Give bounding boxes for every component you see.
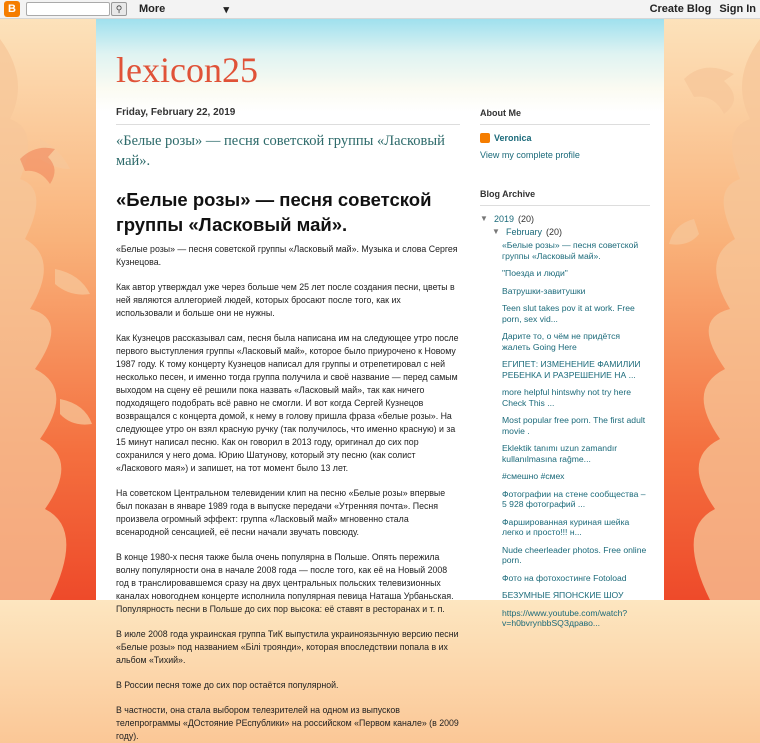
blogger-navbar [0,0,760,19]
archive-post-link[interactable]: #смешно #смех [502,471,565,481]
blogger-icon [480,133,490,143]
blog-archive-heading: Blog Archive [480,182,650,206]
post-date: Friday, February 22, 2019 [116,101,460,125]
expand-triangle-icon[interactable]: ▼ [492,227,500,236]
create-blog-link[interactable]: Create Blog [649,3,712,15]
archive-month-count: (20) [546,226,563,237]
archive-post-link[interactable]: "Поезда и люди" [502,268,568,278]
archive-post-link[interactable]: Eklektik tanımı uzun zamandır kullanılmasına rağme... [502,443,618,464]
post-paragraph: Как Кузнецов рассказывал сам, песня была написана им на следующее утро после первого выступления группы «Ласковый май», которое было приурочено к Новому 1987 году. К тому концерту Кузнецов написал для группы и отрепетировал с ней несколько песен, и именно тогда группа получила и своё название — перед самым выходом на сцену её решили пока назвать «Ласковый май», так как ничего подходящего подобрать всё равно не смогли. И вот когда Сергей Кузнецов возвращался с концерта домой, к нему в голову пришла фраза «белые розы». На следующее утро он взял красную ручку (так получилось, что именно красную) и за 15 минут написал песню. Как он говорил в 2013 году, оригинал до сих пор сохранился у него дома. Юрию Шатунову, который эту песню (как солист «Ласкового мая») и запишет, на тот момент было 13 лет. [116,333,459,473]
post-title-link[interactable]: «Белые розы» — песня советской группы «Ласковый май». [116,133,445,169]
post-paragraph: В России песня тоже до сих пор остаётся популярной. [116,680,339,690]
post-paragraph: В июле 2008 года украинская группа ТиК выпустила украиноязычную версию песни «Белые розы» под названием «Білі троянди», которая впоследствии попала в их альбом «Тихий». [116,629,459,665]
search-icon[interactable]: ⚲ [111,2,127,16]
right-foliage-decoration [664,19,760,600]
post-heading: «Белые розы» — песня советской группы «Ласковый май». [116,189,432,235]
chevron-down-icon: ▾ [223,3,229,16]
archive-post-link[interactable]: https://www.youtube.com/watch?v=h0bvrynbbSQЗдраво... [502,607,628,628]
archive-post-link[interactable]: Ватрушки-завитушки [502,285,586,296]
profile-name[interactable]: Veronica [494,133,532,143]
archive-post-link[interactable]: Фаршированная куриная шейка легко и просто!!! н... [502,516,630,537]
blog-header [96,19,664,101]
post-paragraph: В конце 1980-х песня также была очень популярна в Польше. Опять пережила волну популярности она в начале 2008 года — после того, как её на Новый 2008 год в транслировавшемся сразу на двух центральных польских телевизионных каналах новогоднем концерте исполнила популярная певица Наташа Урбаньская. Популярность песни в Польше до сих пор высока: её ставят в ресторанах и т. п. [116,552,454,614]
sidebar [480,101,650,636]
sign-in-link[interactable]: Sign In [719,3,756,15]
archive-post-link[interactable]: «Белые розы» — песня советской группы «Ласковый май». [502,240,639,261]
search-input[interactable] [26,2,110,16]
blog-container [96,19,664,741]
archive-month[interactable] [492,225,650,238]
post-paragraph: На советском Центральном телевидении клип на песню «Белые розы» впервые был показан в январе 1989 года в выпуске передачи «Утренняя почта». Песня произвела огромный эффект: группа «Ласковый май» мгновенно стала всенародной сенсацией, её песни начали звучать повсюду. [116,488,446,537]
post-paragraph: «Белые розы» — песня советской группы «Ласковый май». Музыка и слова Сергея Кузнецова. [116,244,458,267]
blogger-logo[interactable]: B [4,1,20,17]
archive-post-link[interactable]: Nude cheerleader photos. Free online porn. [502,544,647,565]
blog-title[interactable]: lexicon25 [116,50,258,90]
archive-post-link[interactable]: Фотографии на стене сообщества – 5 928 фотографий ... [502,488,646,509]
profile[interactable] [480,133,650,143]
archive-post-link[interactable]: ЕГИПЕТ: ИЗМЕНЕНИЕ ФАМИЛИИ РЕБЕНКА И РАЗРЕШЕНИЕ НА ... [502,359,641,380]
post-paragraph: Как автор утверждал уже через больше чем 25 лет после создания песни, цветы в ней являются аллегорией людей, которых бросают после того, как их использовали и больше они не нужны. [116,282,455,318]
archive-post-link[interactable]: БЕЗУМНЫЕ ЯПОНСКИЕ ШОУ [502,590,624,600]
expand-triangle-icon[interactable]: ▼ [480,214,488,223]
post-column [116,101,460,743]
post-paragraph: В частности, она стала выбором телезрителей на одном из выпусков телепрограммы «ДОстояние РЕспублики» на российском «Первом канале» (в 2009 году). [116,705,459,741]
archive-post-list [502,240,650,629]
archive-year[interactable] [480,212,650,225]
archive-post-link[interactable]: Teen slut takes pov it at work. Free porn, sex vid... [502,303,635,324]
left-foliage-decoration [0,19,96,600]
archive-year-label[interactable]: 2019 [494,213,515,224]
blog-archive [480,212,650,629]
archive-year-count: (20) [518,213,535,224]
more-menu[interactable] [139,3,229,16]
archive-post-link[interactable]: Most popular free porn. The first adult movie . [502,415,646,436]
about-me-heading: About Me [480,101,650,125]
view-profile-link[interactable]: View my complete profile [480,150,580,160]
more-label: More [139,2,166,15]
archive-post-link[interactable]: Дарите то, о чём не придётся жалеть Going Here [502,331,621,352]
archive-month-label[interactable]: February [506,226,543,237]
archive-post-link[interactable]: more helpful hintswhy not try here Check This ... [502,387,631,408]
archive-post-link[interactable]: Фото на фотохостинге Fotoload [502,572,627,583]
